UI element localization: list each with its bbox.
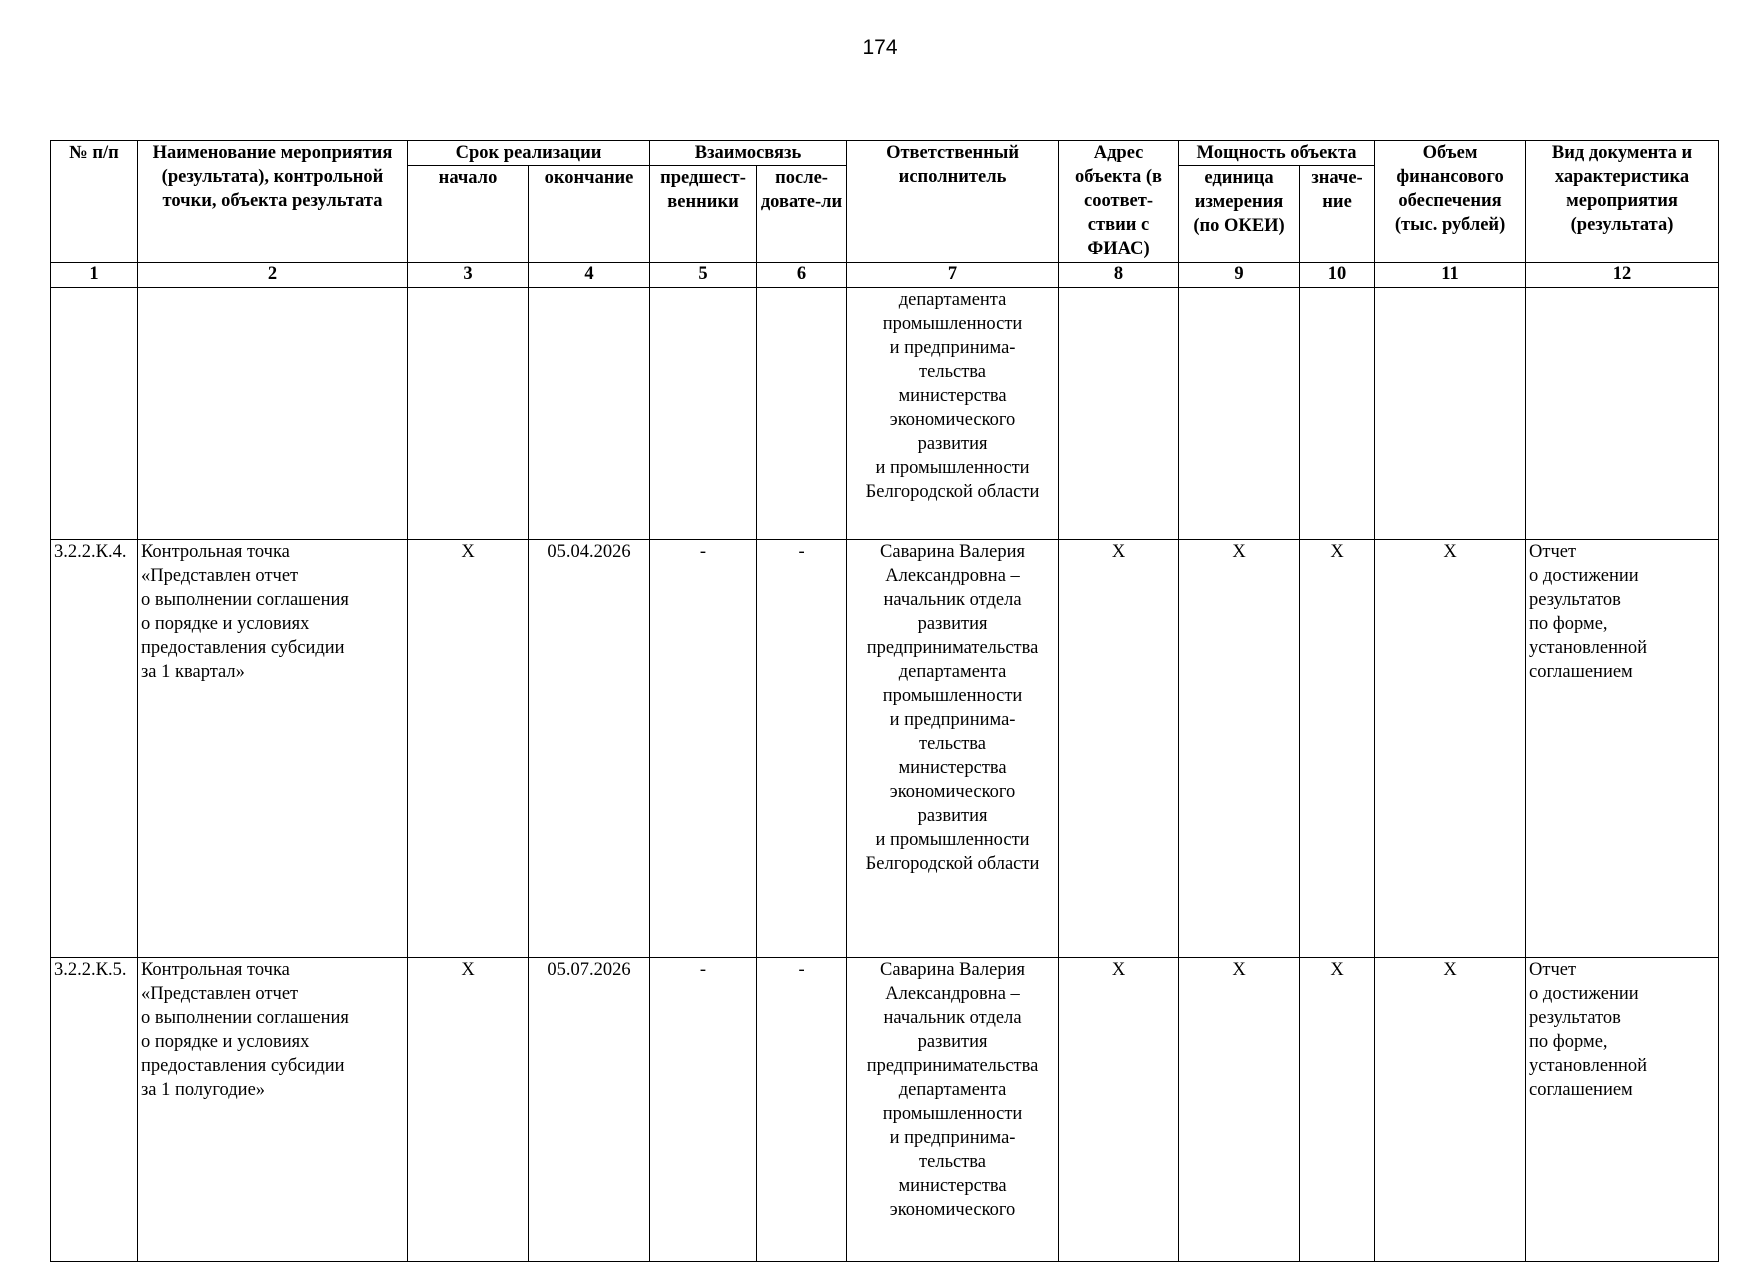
row-responsible-line: предпринимательства — [866, 638, 1039, 658]
row-address: X — [1059, 540, 1179, 958]
header-term-group: Срок реализации — [408, 141, 650, 166]
row-responsible-line: тельства — [919, 362, 987, 382]
row-number: 3.2.2.К.4. — [51, 540, 138, 958]
row-value: X — [1300, 540, 1375, 958]
row-responsible — [847, 540, 1059, 958]
row-successors: - — [757, 958, 847, 1262]
row-responsible-line: и предпринима- — [889, 338, 1016, 358]
row-successors: - — [757, 540, 847, 958]
row-document — [1526, 540, 1719, 958]
row-value: X — [1300, 958, 1375, 1262]
row-name-line: Контрольная точка — [141, 542, 290, 562]
row-document-line: результатов — [1529, 1008, 1621, 1028]
activities-table — [50, 140, 1719, 1262]
header-predecessors: предшест-венники — [650, 166, 757, 263]
row-name-line: за 1 полугодие» — [141, 1080, 266, 1100]
row-responsible-line: Белгородской области — [865, 854, 1040, 874]
row-financing: X — [1375, 540, 1526, 958]
table-header — [51, 141, 1719, 288]
row-number: 3.2.2.К.5. — [51, 958, 138, 1262]
row-responsible-line: министерства — [898, 1176, 1007, 1196]
row-value — [1300, 288, 1375, 540]
header-link-group: Взаимосвязь — [650, 141, 847, 166]
row-responsible-line: и предпринима- — [889, 1128, 1016, 1148]
row-responsible-line: министерства — [898, 386, 1007, 406]
column-number: 2 — [138, 263, 408, 288]
column-number: 3 — [408, 263, 529, 288]
row-start: X — [408, 958, 529, 1262]
header-document: Вид документа и характеристика мероприятия (результата) — [1526, 141, 1719, 263]
row-responsible-line: Саварина Валерия — [880, 960, 1026, 980]
table-row — [51, 958, 1719, 1262]
row-responsible-line: развития — [917, 806, 988, 826]
header-start: начало — [408, 166, 529, 263]
row-responsible-line: начальник отдела — [883, 1008, 1022, 1028]
column-number: 10 — [1300, 263, 1375, 288]
row-responsible-line: экономического — [889, 1200, 1016, 1220]
row-responsible-line: промышленности — [882, 686, 1023, 706]
row-document-line: установленной — [1529, 1056, 1648, 1076]
row-responsible-line: экономического — [889, 410, 1016, 430]
row-responsible-line: промышленности — [882, 1104, 1023, 1124]
row-responsible-line: департамента — [898, 290, 1007, 310]
header-power-group: Мощность объекта — [1179, 141, 1375, 166]
row-responsible-line: предпринимательства — [866, 1056, 1039, 1076]
table-body — [51, 288, 1719, 1262]
row-responsible-line: министерства — [898, 758, 1007, 778]
table-row — [51, 288, 1719, 540]
column-number: 8 — [1059, 263, 1179, 288]
row-number — [51, 288, 138, 540]
row-document — [1526, 958, 1719, 1262]
row-document-line: по форме, — [1529, 614, 1608, 634]
row-responsible-line: и промышленности — [875, 458, 1030, 478]
row-responsible-line: и промышленности — [875, 830, 1030, 850]
row-responsible-line: Белгородской области — [865, 482, 1040, 502]
row-name-line: предоставления субсидии — [141, 1056, 345, 1076]
row-unit — [1179, 288, 1300, 540]
row-successors — [757, 288, 847, 540]
row-name-line: о выполнении соглашения — [141, 1008, 349, 1028]
header-financing: Объем финансового обеспечения (тыс. рублей) — [1375, 141, 1526, 263]
row-document-line: установленной — [1529, 638, 1648, 658]
row-responsible-line: развития — [917, 434, 988, 454]
row-address — [1059, 288, 1179, 540]
row-document-line: соглашением — [1529, 662, 1633, 682]
row-predecessors: - — [650, 540, 757, 958]
row-responsible-line: тельства — [919, 734, 987, 754]
header-num: № п/п — [51, 141, 138, 263]
header-address: Адрес объекта (в соответ-ствии с ФИАС) — [1059, 141, 1179, 263]
row-document-line: о достижении — [1529, 984, 1639, 1004]
row-responsible-line: начальник отдела — [883, 590, 1022, 610]
row-start: X — [408, 540, 529, 958]
header-name: Наименование мероприятия (результата), контрольной точки, объекта результата — [138, 141, 408, 263]
page-number: 174 — [862, 36, 898, 59]
row-name-line: о порядке и условиях — [141, 1032, 310, 1052]
row-name-line: за 1 квартал» — [141, 662, 245, 682]
header-value: значе-ние — [1300, 166, 1375, 263]
column-number: 6 — [757, 263, 847, 288]
column-number: 12 — [1526, 263, 1719, 288]
header-unit: единица измерения (по ОКЕИ) — [1179, 166, 1300, 263]
row-name-line: о выполнении соглашения — [141, 590, 349, 610]
row-end: 05.04.2026 — [529, 540, 650, 958]
row-responsible-line: развития — [917, 614, 988, 634]
row-unit: X — [1179, 540, 1300, 958]
row-responsible-line: департамента — [898, 1080, 1007, 1100]
table-row — [51, 540, 1719, 958]
row-name-line: «Представлен отчет — [141, 984, 299, 1004]
column-number: 7 — [847, 263, 1059, 288]
row-name-line: о порядке и условиях — [141, 614, 310, 634]
row-responsible — [847, 288, 1059, 540]
row-name — [138, 288, 408, 540]
header-successors: после-довате-ли — [757, 166, 847, 263]
column-number: 5 — [650, 263, 757, 288]
row-financing — [1375, 288, 1526, 540]
row-responsible-line: промышленности — [882, 314, 1023, 334]
row-responsible-line: тельства — [919, 1152, 987, 1172]
row-document-line: Отчет — [1529, 542, 1577, 562]
column-number: 1 — [51, 263, 138, 288]
row-responsible-line: Саварина Валерия — [880, 542, 1026, 562]
row-name-line: предоставления субсидии — [141, 638, 345, 658]
header-responsible: Ответственный исполнитель — [847, 141, 1059, 263]
row-name — [138, 958, 408, 1262]
row-end — [529, 288, 650, 540]
column-numbers-row — [51, 263, 1719, 288]
row-predecessors: - — [650, 958, 757, 1262]
row-document-line: по форме, — [1529, 1032, 1608, 1052]
row-document-line: о достижении — [1529, 566, 1639, 586]
row-document-line: Отчет — [1529, 960, 1577, 980]
row-responsible-line: департамента — [898, 662, 1007, 682]
row-document — [1526, 288, 1719, 540]
row-document-line: результатов — [1529, 590, 1621, 610]
column-number: 11 — [1375, 263, 1526, 288]
row-financing: X — [1375, 958, 1526, 1262]
row-name — [138, 540, 408, 958]
row-name-line: «Представлен отчет — [141, 566, 299, 586]
row-end: 05.07.2026 — [529, 958, 650, 1262]
row-address: X — [1059, 958, 1179, 1262]
row-document-line: соглашением — [1529, 1080, 1633, 1100]
row-unit: X — [1179, 958, 1300, 1262]
row-name-line: Контрольная точка — [141, 960, 290, 980]
row-responsible-line: Александровна – — [885, 984, 1020, 1004]
column-number: 4 — [529, 263, 650, 288]
row-responsible-line: Александровна – — [885, 566, 1020, 586]
header-end: окончание — [529, 166, 650, 263]
row-responsible-line: и предпринима- — [889, 710, 1016, 730]
row-responsible-line: экономического — [889, 782, 1016, 802]
column-number: 9 — [1179, 263, 1300, 288]
row-responsible-line: развития — [917, 1032, 988, 1052]
row-predecessors — [650, 288, 757, 540]
row-start — [408, 288, 529, 540]
row-responsible — [847, 958, 1059, 1262]
